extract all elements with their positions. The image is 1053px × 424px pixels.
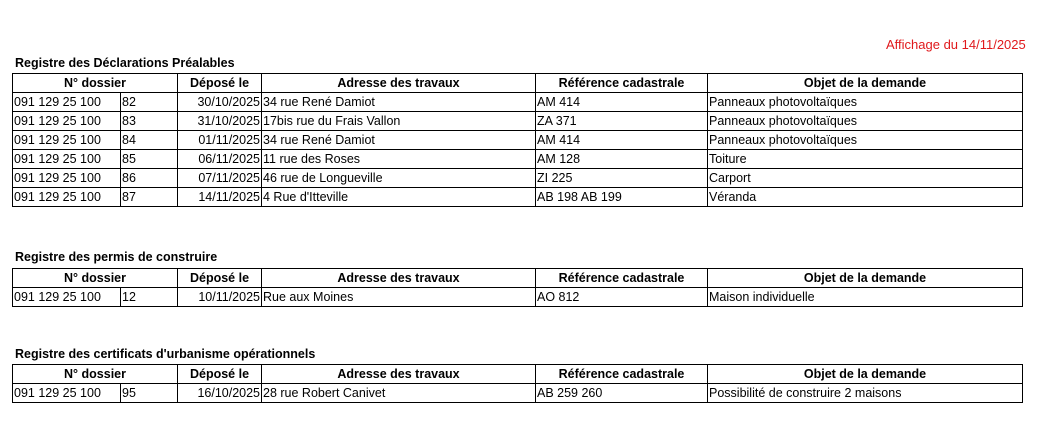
dossier-prefix: 091 129 25 100 — [13, 169, 121, 188]
header-dossier: N° dossier — [13, 365, 178, 384]
dossier-number: 84 — [121, 131, 178, 150]
cadastral-ref: AB 198 AB 199 — [536, 188, 708, 207]
cadastral-ref: AB 259 260 — [536, 384, 708, 403]
table-row — [13, 169, 1023, 188]
work-address: Rue aux Moines — [262, 288, 536, 307]
request-object: Maison individuelle — [708, 288, 1023, 307]
deposit-date: 16/10/2025 — [178, 384, 262, 403]
header-address: Adresse des travaux — [262, 269, 536, 288]
dossier-prefix: 091 129 25 100 — [13, 384, 121, 403]
request-object: Véranda — [708, 188, 1023, 207]
table-row — [13, 188, 1023, 207]
header-date: Déposé le — [178, 269, 262, 288]
table-row — [13, 112, 1023, 131]
dp-table — [12, 73, 1023, 207]
dossier-number: 12 — [121, 288, 178, 307]
deposit-date: 01/11/2025 — [178, 131, 262, 150]
dossier-prefix: 091 129 25 100 — [13, 188, 121, 207]
table-header-row — [13, 269, 1023, 288]
deposit-date: 14/11/2025 — [178, 188, 262, 207]
header-cadastre: Référence cadastrale — [536, 74, 708, 93]
cadastral-ref: AM 414 — [536, 93, 708, 112]
header-dossier: N° dossier — [13, 269, 178, 288]
request-object: Panneaux photovoltaïques — [708, 131, 1023, 150]
pc-section-title: Registre des permis de construire — [15, 250, 218, 264]
table-row — [13, 288, 1023, 307]
pc-table — [12, 268, 1023, 307]
deposit-date: 10/11/2025 — [178, 288, 262, 307]
work-address: 34 rue René Damiot — [262, 93, 536, 112]
header-object: Objet de la demande — [708, 365, 1023, 384]
work-address: 28 rue Robert Canivet — [262, 384, 536, 403]
header-object: Objet de la demande — [708, 269, 1023, 288]
dossier-prefix: 091 129 25 100 — [13, 131, 121, 150]
table-row — [13, 93, 1023, 112]
deposit-date: 06/11/2025 — [178, 150, 262, 169]
work-address: 46 rue de Longueville — [262, 169, 536, 188]
deposit-date: 30/10/2025 — [178, 93, 262, 112]
dossier-prefix: 091 129 25 100 — [13, 150, 121, 169]
dossier-number: 86 — [121, 169, 178, 188]
dp-section-title: Registre des Déclarations Préalables — [15, 56, 235, 70]
dossier-prefix: 091 129 25 100 — [13, 93, 121, 112]
cadastral-ref: ZA 371 — [536, 112, 708, 131]
table-header-row — [13, 74, 1023, 93]
deposit-date: 07/11/2025 — [178, 169, 262, 188]
header-dossier: N° dossier — [13, 74, 178, 93]
work-address: 17bis rue du Frais Vallon — [262, 112, 536, 131]
table-header-row — [13, 365, 1023, 384]
request-object: Panneaux photovoltaïques — [708, 112, 1023, 131]
dossier-number: 87 — [121, 188, 178, 207]
cadastral-ref: AO 812 — [536, 288, 708, 307]
dossier-prefix: 091 129 25 100 — [13, 288, 121, 307]
header-object: Objet de la demande — [708, 74, 1023, 93]
posting-date: Affichage du 14/11/2025 — [886, 37, 1026, 52]
request-object: Panneaux photovoltaïques — [708, 93, 1023, 112]
table-row — [13, 384, 1023, 403]
header-date: Déposé le — [178, 365, 262, 384]
work-address: 4 Rue d'Itteville — [262, 188, 536, 207]
cadastral-ref: ZI 225 — [536, 169, 708, 188]
header-address: Adresse des travaux — [262, 365, 536, 384]
header-cadastre: Référence cadastrale — [536, 269, 708, 288]
deposit-date: 31/10/2025 — [178, 112, 262, 131]
cadastral-ref: AM 128 — [536, 150, 708, 169]
dossier-prefix: 091 129 25 100 — [13, 112, 121, 131]
dossier-number: 85 — [121, 150, 178, 169]
work-address: 11 rue des Roses — [262, 150, 536, 169]
header-cadastre: Référence cadastrale — [536, 365, 708, 384]
dossier-number: 95 — [121, 384, 178, 403]
cu-section-title: Registre des certificats d'urbanisme opérationnels — [15, 347, 316, 361]
request-object: Carport — [708, 169, 1023, 188]
header-address: Adresse des travaux — [262, 74, 536, 93]
header-date: Déposé le — [178, 74, 262, 93]
dossier-number: 82 — [121, 93, 178, 112]
table-row — [13, 150, 1023, 169]
work-address: 34 rue René Damiot — [262, 131, 536, 150]
request-object: Possibilité de construire 2 maisons — [708, 384, 1023, 403]
cadastral-ref: AM 414 — [536, 131, 708, 150]
table-row — [13, 131, 1023, 150]
dossier-number: 83 — [121, 112, 178, 131]
request-object: Toiture — [708, 150, 1023, 169]
cu-table — [12, 364, 1023, 403]
